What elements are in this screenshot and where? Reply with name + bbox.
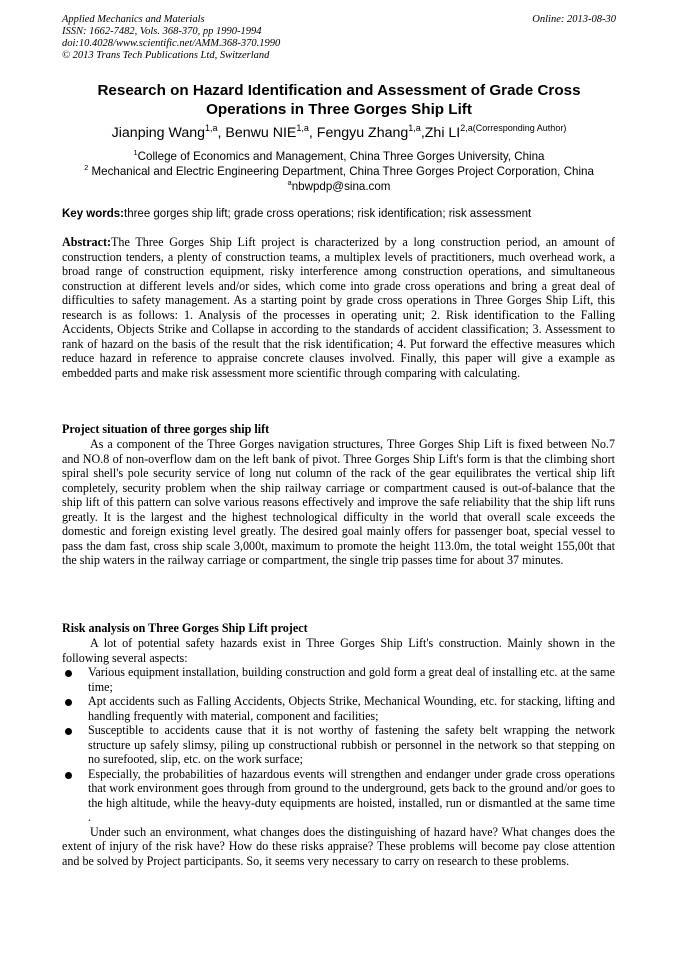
- list-item: [62, 767, 615, 825]
- author-separator: ,: [308, 125, 317, 141]
- affiliation-line: [40, 164, 638, 179]
- abstract-text: The Three Gorges Ship Lift project is characterized by a long construction period, an amount of construction tenders, a plenty of construction teams, a multiplex levels of practitioners, much overhead work, a broad range of construction equipment, risky interference among construction operations, and simultaneous construction at different levels and/or sides, which come into grade cross operations and bring a great deal of difficulties to safety management. As a starting point by grade cross operations in Three Gorges Ship Lift, this research is as follows: 1. Analysis of the processes in operating unit; 2. Risk identification to the Falling Accidents, Objects Strike and Collapse in according to the standards of accident classification; 3. Assessment to rank of hazard on the basis of the result that the risk identification; 4. Put forward the effective measures which reduce hazard in reference to appraise concrete clauses involved. Finally, this paper will give a example as embedded parts and make risk assessment more scientific through comparing with calculating.: [62, 235, 615, 380]
- author-name: Jianping Wang: [111, 125, 205, 141]
- section-paragraph: As a component of the Three Gorges navigation structures, Three Gorges Ship Lift is fixed between No.7 and NO.8 of non-overflow dam on the left bank of pivot. Three Gorges Ship Lift's form is that the climbing short spiral shell's pole security service of long nut column of the rack of the gear equilibrates the vertical ship lift completely, security problem when the ship railway carriage or compartment caused is out-of-balance that the ship lift of this pattern can solve various reasons effectively and improve the safe reliability that the ship lift runs greatly. It is the largest and the highest technological difficulty in the world that overall scale exceeds the domestic and foreign existing level greatly. The desired goal mainly offers for passenger boat, special vessel to pass the dam fast, cross ship scale 3,000t, maximum to promote the height 113.0m, the total weight 155,00t that the ship waters in the railway carriage or compartment, the single trip passes time for about 37 minutes.: [62, 437, 615, 567]
- abstract-label: Abstract:: [62, 235, 112, 249]
- bullet-list: [62, 665, 615, 825]
- keywords-text: three gorges ship lift; grade cross operations; risk identification; risk assessment: [124, 208, 532, 220]
- keywords: [62, 207, 622, 222]
- list-item: [62, 665, 615, 694]
- section-paragraph: Under such an environment, what changes does the distinguishing of hazard have? What changes does the extent of injury of the risk have? How do these risks appraise? These problems will become pay close attention and be solved by Project participants. So, it seems very necessary to carry on research to these problems.: [62, 824, 615, 868]
- section-heading: Risk analysis on Three Gorges Ship Lift project: [62, 621, 308, 635]
- keywords-label: Key words:: [62, 208, 124, 220]
- author-list: [40, 123, 638, 143]
- list-item-text: Various equipment installation, building construction and gold form a great deal of installing etc. at the same time;: [88, 665, 615, 694]
- online-date: Online: 2013-08-30: [532, 14, 616, 25]
- abstract: [62, 235, 615, 380]
- section-body: [62, 636, 615, 868]
- affiliation-mark: 2: [84, 163, 89, 172]
- journal-name: Applied Mechanics and Materials: [62, 14, 205, 25]
- section-heading: Project situation of three gorges ship lift: [62, 422, 270, 436]
- author-separator: ,: [217, 125, 226, 141]
- email-mark: a: [287, 178, 292, 187]
- affiliation-text: College of Economics and Management, China Three Gorges University, China: [137, 150, 545, 163]
- list-item-text: Susceptible to accidents cause that it is not worthy of fastening the safety belt wrapping the network structure up safely slimsy, piling up constructional rubbish or personnel in the network so that stepping on no surefooted, slip, etc. on the work surface;: [88, 723, 615, 766]
- list-item-text: Apt accidents such as Falling Accidents, Objects Strike, Mechanical Wounding, etc. for stacking, lifting and handling frequently with material, component and facilities;: [88, 694, 615, 723]
- bullet-icon: [65, 670, 72, 677]
- email-line: [40, 179, 638, 194]
- affiliation-line: [40, 149, 638, 164]
- author-name: Fengyu Zhang: [316, 125, 409, 141]
- affiliations: [40, 149, 638, 194]
- author-name: Benwu NIE: [225, 125, 297, 141]
- author-affiliation-mark: 2,a(Corresponding Author): [460, 123, 567, 133]
- bullet-icon: [65, 699, 72, 706]
- list-item: [62, 723, 615, 767]
- author-affiliation-mark: 1,a: [296, 123, 309, 133]
- list-item: [62, 694, 615, 723]
- author-affiliation-mark: 1,a: [408, 123, 421, 133]
- affiliation-mark: 1: [133, 148, 138, 157]
- affiliation-text: Mechanical and Electric Engineering Department, China Three Gorges Project Corporation, China: [88, 165, 594, 178]
- author-name: Zhi LI: [424, 125, 461, 141]
- author-affiliation-mark: 1,a: [205, 123, 218, 133]
- issn-line: ISSN: 1662-7482, Vols. 368-370, pp 1990-1994: [62, 26, 262, 37]
- doi-line[interactable]: doi:10.4028/www.scientific.net/AMM.368-370.1990: [62, 38, 281, 49]
- author-email[interactable]: nbwpdp@sina.com: [291, 180, 391, 193]
- copyright-line: © 2013 Trans Tech Publications Ltd, Switzerland: [62, 50, 270, 61]
- bullet-icon: [65, 772, 72, 779]
- author-separator: ,: [420, 125, 425, 141]
- section-paragraph: A lot of potential safety hazards exist in Three Gorges Ship Lift's construction. Mainly shown in the following several aspects:: [62, 636, 615, 665]
- list-item-text: Especially, the probabilities of hazardous events will strengthen and endanger under grade cross operations that work environment goes through from ground to the underground, gets back to the ground and/or goes to the high altitude, while the heavy-duty equipments are hoisted, installed, run or dismantled at the same time .: [88, 766, 615, 824]
- journal-header: [62, 14, 616, 62]
- bullet-icon: [65, 728, 72, 735]
- paper-title: Research on Hazard Identification and Assessment of Grade Cross Operations in Three Gorges Ship Lift: [97, 82, 581, 118]
